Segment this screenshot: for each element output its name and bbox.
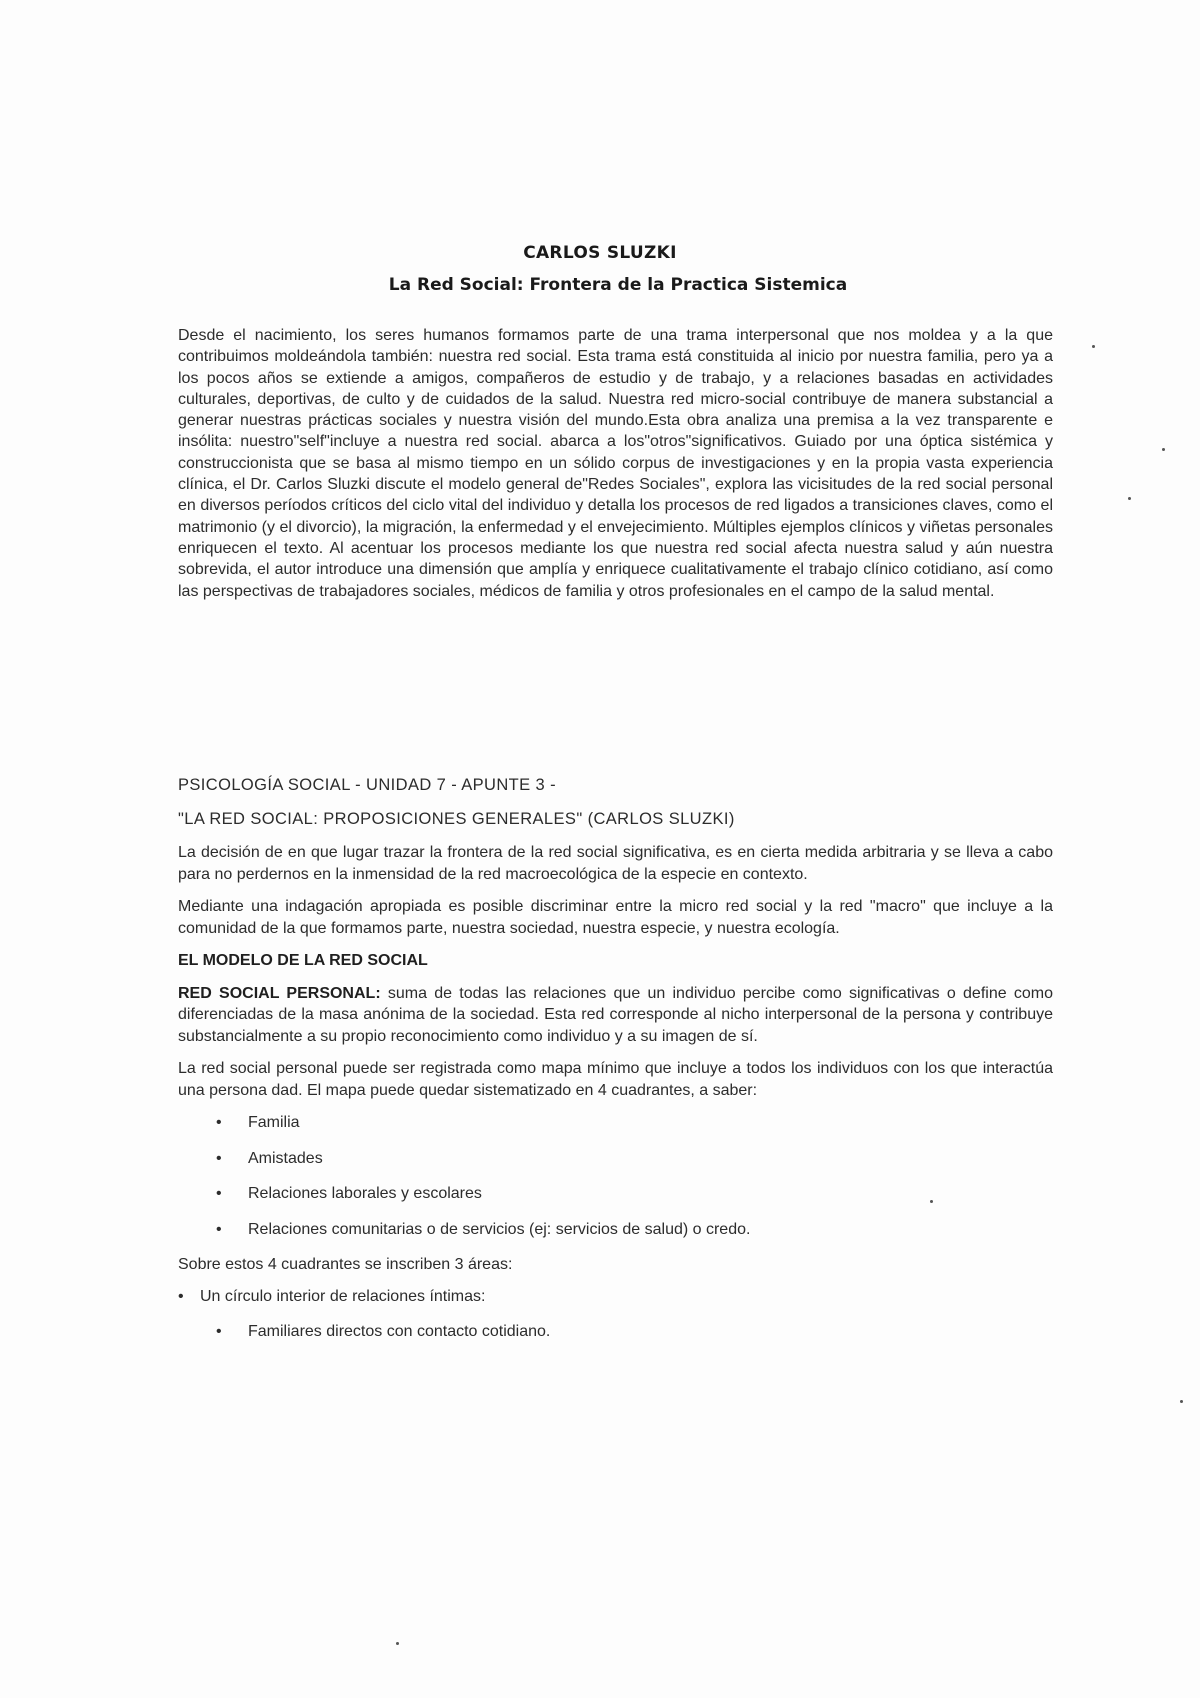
intro-paragraph: Desde el nacimiento, los seres humanos formamos parte de una trama interpersonal que nos moldea y a la que contribuimos moldeándola también: nuestra red social. Esta trama está constituida al inicio por nuestra familia, pero ya a los pocos años se extiende a amigos, compañeros de estudio y de trabajo, y a relaciones basadas en actividades culturales, deportivas, de culto y de cuidados de la salud. Nuestra red micro-social contribuye de manera substancial a generar nuestras prácticas sociales y nuestra visión del mundo.Esta obra analiza una premisa a la vez transparente e insólita: nuestro"self"incluye a nuestra red social. abarca a los"otros"significativos. Guiado por una óptica sistémica y construccionista que se basa al mismo tiempo en un sólido corpus de investigaciones y en la propia vasta experiencia clínica, el Dr. Carlos Sluzki discute el modelo general de"Redes Sociales", explora las vicisitudes de la red social personal en diversos períodos críticos del ciclo vital del individuo y detalla los procesos de red ligados a transiciones claves, como el matrimonio (y el divorcio), la migración, la enfermedad y el envejecimiento. Múltiples ejemplos clínicos y viñetas personales enriquecen el texto. Al acentuar los procesos mediante los que nuestra red social afecta nuestra salud y aún nuestra sobrevida, el autor introduce una dimensión que amplía y enriquece cualitativamente el trabajo clínico cotidiano, así como las perspectivas de trabajadores sociales, médicos de familia y otros profesionales en el campo de la salud mental. <box>178 327 1053 600</box>
list-item: • Amistades <box>178 1148 1053 1170</box>
model-heading: EL MODELO DE LA RED SOCIAL <box>178 952 428 969</box>
bullet-icon: • <box>216 1149 222 1167</box>
definition-paragraph <box>178 983 1053 1048</box>
scan-speck <box>1092 345 1095 348</box>
list-item: • Familia <box>178 1112 1053 1134</box>
scan-speck <box>396 1642 399 1645</box>
map-paragraph: La red social personal puede ser registrada como mapa mínimo que incluye a todos los individuos con los que interactúa una persona dad. El mapa puede quedar sistematizado en 4 cuadrantes, a saber: <box>178 1060 1053 1099</box>
scan-speck <box>1128 497 1131 500</box>
bullet-icon: • <box>216 1323 222 1340</box>
scan-speck <box>930 1200 933 1203</box>
unit-section <box>178 775 1053 1343</box>
scan-speck <box>1180 1400 1183 1403</box>
quadrant-list <box>178 1112 1053 1240</box>
definition-text: suma de todas las relaciones que un individuo percibe como significativas o define como diferenciadas de la masa anónima de la sociedad. Esta red corresponde al nicho interpersonal de la persona y contribuye substancialmente a su propio reconocimiento como individuo y a su imagen de sí. <box>178 984 1053 1045</box>
section-subtitle: "LA RED SOCIAL: PROPOSICIONES GENERALES" (CARLOS SLUZKI) <box>178 809 735 828</box>
list-item: • Relaciones laborales y escolares <box>178 1183 1053 1205</box>
unit-line: PSICOLOGÍA SOCIAL - UNIDAD 7 - APUNTE 3 - <box>178 776 556 794</box>
area-item-intimate: • Un círculo interior de relaciones íntimas: <box>178 1286 1053 1308</box>
areas-intro: Sobre estos 4 cuadrantes se inscriben 3 áreas: <box>178 1256 513 1273</box>
list-item: • Relaciones comunitarias o de servicios (ej: servicios de salud) o credo. <box>178 1219 1053 1241</box>
macro-paragraph: Mediante una indagación apropiada es posible discriminar entre la micro red social y la red "macro" que incluye a la comunidad de la que formamos parte, nuestra sociedad, nuestra especie, y nuestra ecología. <box>178 898 1053 937</box>
bullet-icon: • <box>216 1185 222 1202</box>
bullet-icon: • <box>216 1114 222 1131</box>
area-subitem-family: • Familiares directos con contacto cotidiano. <box>178 1321 1053 1343</box>
bullet-icon: • <box>216 1220 222 1238</box>
bullet-icon: • <box>178 1287 184 1305</box>
frontier-paragraph: La decisión de en que lugar trazar la frontera de la red social significativa, es en cierta medida arbitraria y se lleva a cabo para no perdernos en la inmensidad de la red macroecológica de la especie en contexto. <box>178 844 1053 883</box>
scan-speck <box>1162 448 1165 451</box>
definition-term: RED SOCIAL PERSONAL: <box>178 984 381 1002</box>
document-header <box>0 243 1200 295</box>
author-name: CARLOS SLUZKI <box>523 243 677 263</box>
book-title: La Red Social: Frontera de la Practica Sistemica <box>388 275 848 295</box>
